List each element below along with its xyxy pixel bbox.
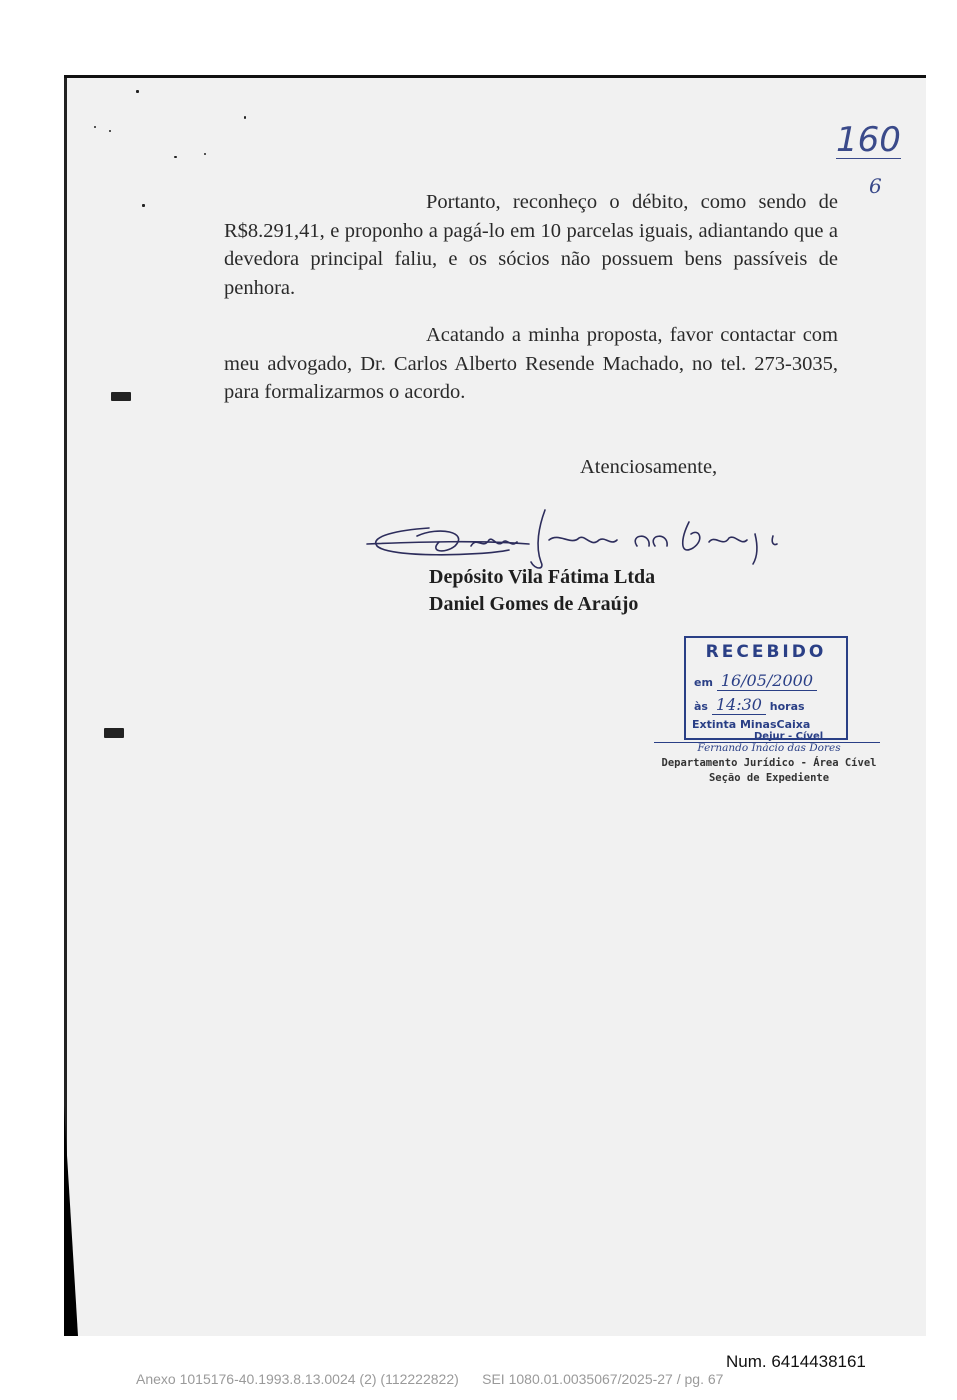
stamp-date-row: [694, 671, 817, 690]
stamp-title: RECEBIDO: [705, 642, 827, 662]
letter-paragraph-2: Acatando a minha proposta, favor contactar com meu advogado, Dr. Carlos Alberto Resende Machado, no tel. 273-3035, para formalizarmos o acordo.: [224, 324, 838, 403]
speck: [104, 728, 124, 738]
handwritten-page-number: 160: [836, 120, 901, 160]
letter-paragraph-1: Portanto, reconheço o débito, como sendo de R$8.291,41, e proponho a pagá-lo em 10 parcelas iguais, adiantando que a devedora principal faliu, e os sócios não possuem bens passíveis de penhora.: [224, 191, 838, 299]
speck: [136, 90, 139, 93]
footer-reference: [136, 1371, 723, 1387]
scanned-page: [64, 75, 926, 1336]
stamp-time-value: 14:30: [712, 695, 766, 715]
stamp-signer: Fernando Inácio das Dores: [697, 742, 841, 754]
letter-closing: Atenciosamente,: [580, 456, 718, 478]
stamp-section: Seção de Expediente: [708, 772, 830, 784]
stamp-time-suffix: horas: [769, 700, 805, 713]
stamp-org: Extinta MinasCaixa: [692, 718, 811, 731]
speck: [174, 156, 177, 158]
signatory-name: Daniel Gomes de Araújo: [429, 593, 639, 615]
speck: [111, 392, 131, 401]
speck: [142, 204, 145, 207]
stamp-time-label: às: [694, 700, 708, 713]
handwritten-page-mark: 6: [869, 174, 882, 198]
stamp-date-label: em: [694, 676, 713, 689]
document-number: Num. 6414438161: [726, 1352, 866, 1371]
stamp-department: Departamento Jurídico - Área Cível: [661, 757, 877, 769]
received-stamp: [684, 636, 848, 740]
stamp-unit: Dejur - Cível: [754, 731, 824, 742]
stamp-date-value: 16/05/2000: [717, 671, 817, 691]
speck: [94, 126, 96, 128]
speck: [109, 130, 111, 132]
scan-corner-shadow: [64, 1106, 78, 1336]
footer-sei: SEI 1080.01.0035067/2025-27 / pg. 67: [482, 1371, 724, 1387]
signatory-company: Depósito Vila Fátima Ltda: [429, 566, 656, 588]
stamp-time-row: [694, 695, 805, 714]
speck: [244, 116, 246, 119]
speck: [204, 153, 206, 155]
footer-anexo: Anexo 1015176-40.1993.8.13.0024 (2) (112222822): [136, 1371, 459, 1387]
